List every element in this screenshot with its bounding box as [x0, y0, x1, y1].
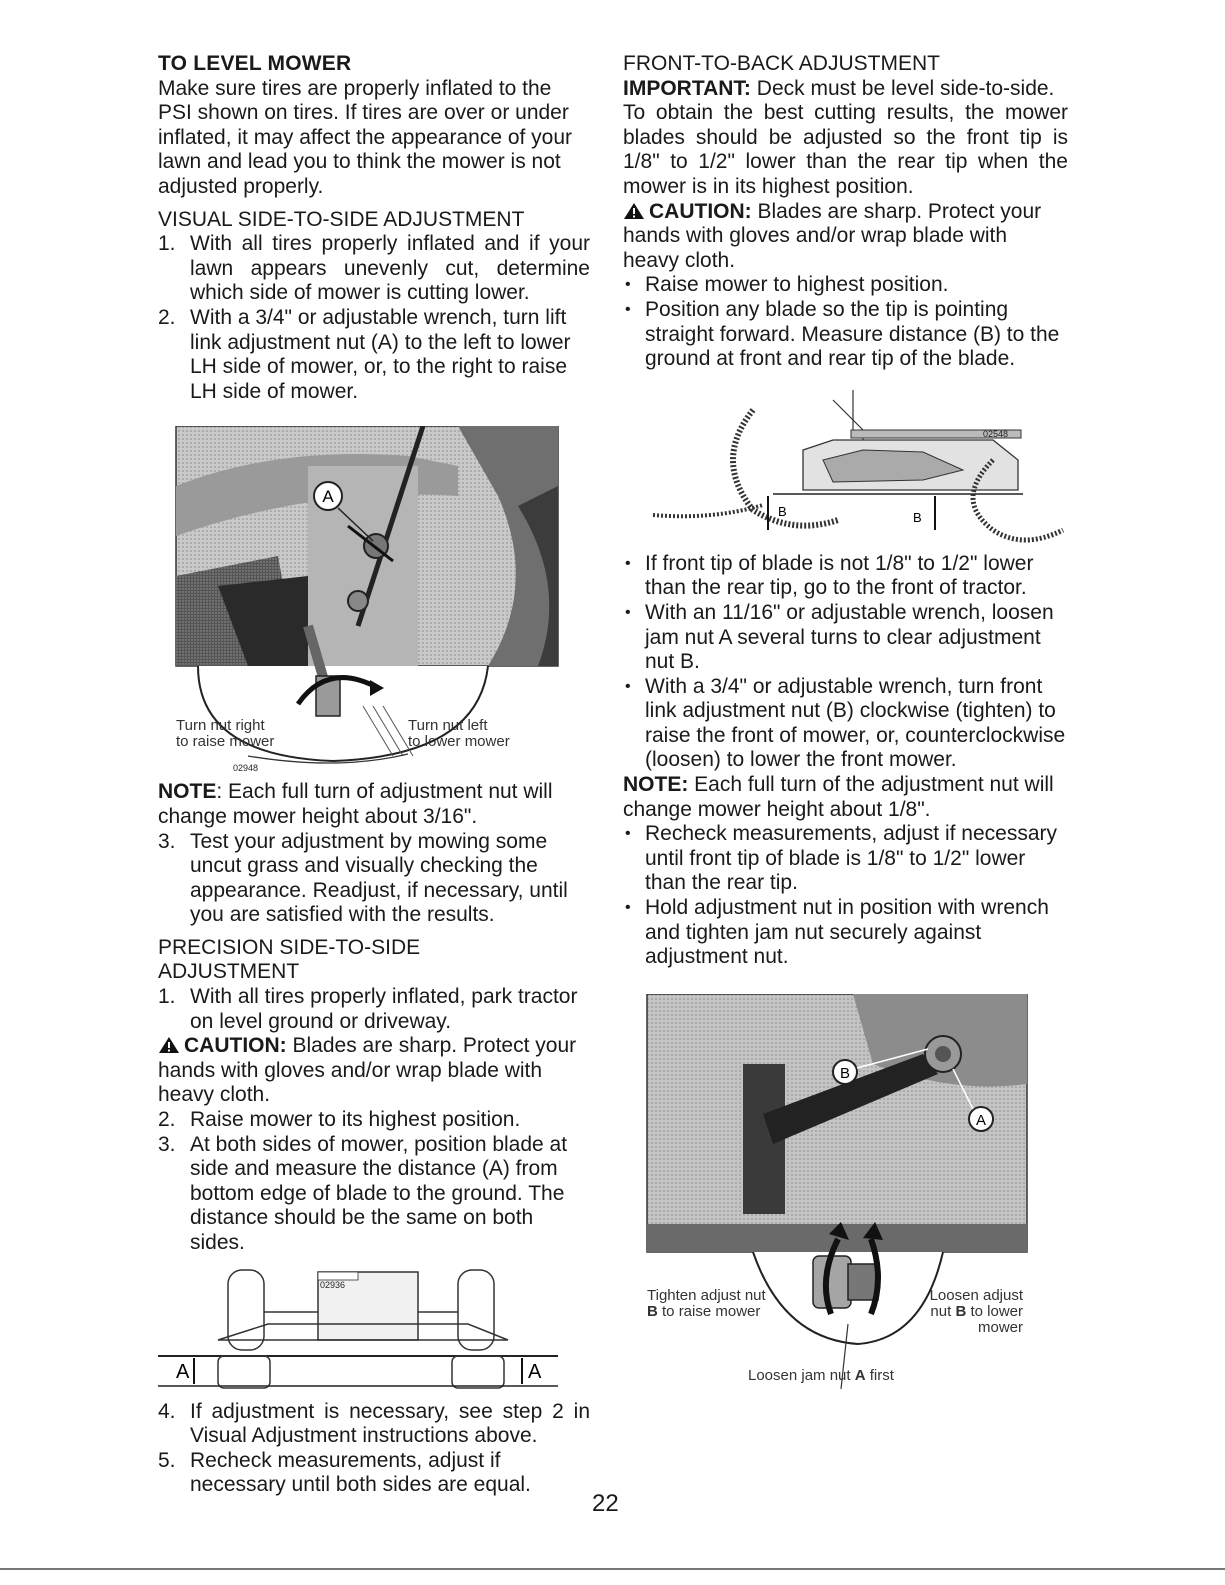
measure-bullets [623, 273, 1068, 371]
front-to-back-figure [623, 390, 1068, 550]
visual-adjust-heading: VISUAL SIDE-TO-SIDE ADJUSTMENT [158, 207, 525, 231]
warning-icon [623, 202, 645, 220]
label-a: A [322, 487, 334, 507]
note-paragraph: NOTE: Each full turn of adjustment nut will change mower height about 3/16". [158, 780, 553, 828]
tighten-callout: Tighten adjust nut B to raise mower [647, 1286, 766, 1320]
level-mower-heading: TO LEVEL MOWER [158, 52, 352, 75]
lift-link-figure [158, 426, 590, 774]
list-item: 5. Recheck measurements, adjust if necessary until both sides are equal. [158, 1448, 531, 1497]
label-b-front: B [778, 503, 787, 519]
list-item: 2. Raise mower to its highest position. [158, 1108, 521, 1132]
visual-steps [158, 232, 590, 404]
recheck-bullets [623, 822, 1068, 970]
warning-icon [158, 1036, 180, 1054]
level-mower-intro: Make sure tires are properly inflated to the PSI shown on tires. If tires are over or under inflated, it may affect the appearance of your lawn and lead you to think the mower is not adjusted properly. [158, 76, 573, 198]
loosen-callout: Loosen adjust nut B to lower mower [929, 1286, 1023, 1336]
figure-number: 02548 [983, 428, 1009, 439]
front-to-back-intro: To obtain the best cutting results, the mower blades should be adjusted so the front tip is 1/8" to 1/2" lower than the rear tip when the mower is in its highest position. [623, 101, 1068, 198]
list-item: 2. With a 3/4" or adjustable wrench, turn lift link adjustment nut (A) to the left to lower LH side of mower, or, to the right to raise LH side of mower. [158, 305, 571, 403]
list-item: 4. If adjustment is necessary, see step 2 in Visual Adjustment instructions above. [158, 1399, 590, 1448]
label-b: B [839, 1064, 851, 1082]
list-item: • Hold adjustment nut in position with wrench and tighten jam nut securely against adjustment nut. [623, 896, 1068, 970]
front-link-figure [623, 994, 1068, 1394]
important-paragraph: IMPORTANT: Deck must be level side-to-side. [623, 76, 1055, 100]
adjust-bullets [623, 552, 1068, 773]
page-number: 22 [592, 1490, 619, 1517]
list-item: • Recheck measurements, adjust if necessary until front tip of blade is 1/8" to 1/2" lower than the rear tip. [623, 822, 1068, 896]
list-item: 3. At both sides of mower, position blade at side and measure the distance (A) from bottom edge of blade to the ground. The distance should be the same on both sides. [158, 1132, 568, 1254]
side-to-side-figure [158, 1264, 590, 1390]
figure-number: 02948 [233, 763, 259, 774]
label-a: A [975, 1111, 987, 1129]
final-steps [158, 1400, 590, 1498]
turn-right-callout: Turn nut right to raise mower [176, 717, 275, 751]
list-item: 1. With all tires properly inflated and if your lawn appears unevenly cut, determine which side of mower is cutting lower. [158, 232, 590, 305]
list-item: 1. With all tires properly inflated, park tractor on level ground or driveway. [158, 985, 578, 1033]
list-item: • With an 11/16" or adjustable wrench, loosen jam nut A several turns to clear adjustment nut B. [623, 601, 1068, 675]
list-item: • With a 3/4" or adjustable wrench, turn front link adjustment nut (B) clockwise (tighten) to raise the front of mower, or, counterclockwise (loosen) to lower the front mower. [623, 675, 1068, 773]
turn-left-callout: Turn nut left to lower mower [408, 717, 510, 751]
step-3 [158, 830, 590, 928]
left-column [158, 52, 590, 1498]
lift-link-photo [158, 426, 590, 766]
precision-step-1 [158, 985, 590, 1034]
deck-side-diagram [623, 390, 1068, 550]
figure-number: 02936 [320, 1279, 346, 1290]
front-to-back-heading: FRONT-TO-BACK ADJUSTMENT [623, 52, 940, 75]
tractor-front-diagram [158, 1264, 590, 1390]
label-a-right: A [528, 1360, 542, 1383]
label-b-rear: B [913, 509, 922, 525]
label-a-left: A [176, 1360, 190, 1383]
note-paragraph: NOTE: Each full turn of the adjustment nut will change mower height about 1/8". [623, 773, 1054, 821]
caution-paragraph: CAUTION: Blades are sharp. Protect your hands with gloves and/or wrap blade with heavy cloth. [623, 199, 1042, 272]
caution-paragraph: CAUTION: Blades are sharp. Protect your hands with gloves and/or wrap blade with heavy cloth. [158, 1034, 577, 1107]
bottom-rule [0, 1568, 1225, 1570]
jam-nut-caption: Loosen jam nut A first [748, 1366, 894, 1384]
right-column [623, 52, 1068, 1394]
precision-steps [158, 1108, 590, 1256]
list-item: • Position any blade so the tip is pointing straight forward. Measure distance (B) to the ground at front and rear tip of the blade. [623, 298, 1068, 372]
precision-heading: PRECISION SIDE-TO-SIDE ADJUSTMENT [158, 935, 421, 984]
list-item: • Raise mower to highest position. [623, 273, 1068, 298]
list-item: 3. Test your adjustment by mowing some uncut grass and visually checking the appearance. Readjust, if necessary, until you are satisfied with the results. [158, 829, 568, 927]
list-item: • If front tip of blade is not 1/8" to 1/2" lower than the rear tip, go to the front of tractor. [623, 552, 1068, 601]
